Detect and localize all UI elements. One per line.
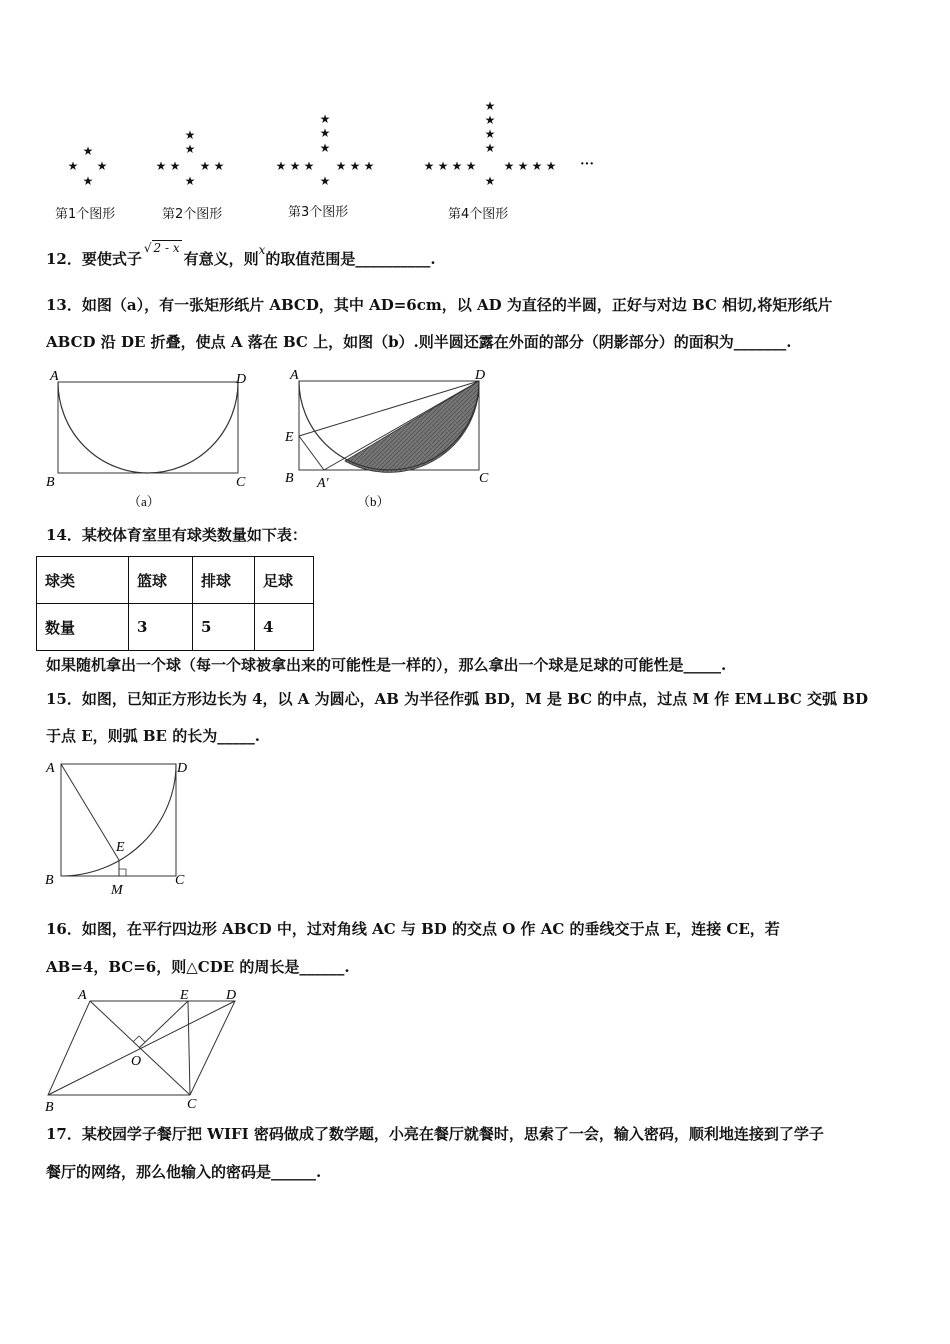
star: ★ [335, 159, 347, 173]
ball-count-table [36, 556, 314, 651]
table-cell: 数量 [37, 604, 129, 651]
star: ★ [484, 99, 496, 113]
star: ★ [503, 159, 515, 173]
figure-15 [40, 755, 200, 897]
star: ★ [531, 159, 543, 173]
star: ★ [184, 174, 196, 188]
diagonal-bd [48, 1001, 235, 1095]
star: ★ [289, 159, 301, 173]
shaded-region [345, 381, 479, 472]
semicircle [58, 382, 238, 473]
star: ★ [96, 159, 108, 173]
radicand: 2 - x [153, 241, 180, 255]
right-angle-mark [119, 869, 126, 876]
star: ★ [363, 159, 375, 173]
star: ★ [82, 144, 94, 158]
star: ★ [199, 159, 211, 173]
star: ★ [155, 159, 167, 173]
question-13-line2: ABCD 沿 DE 折叠，使点 A 落在 BC 上，如图（b）.则半圆还露在外面的部分（阴影部分）的面积为_______. [46, 333, 792, 351]
figure-caption: 第4个图形 [448, 207, 509, 222]
question-15-line1: 15．如图，已知正方形边长为 4，以 A 为圆心，AB 为半径作弧 BD，M 是 BC 的中点，过点 M 作 EM⊥BC 交弧 BD [46, 690, 868, 708]
q12-prefix: 12．要使式子 [46, 250, 142, 268]
question-15-line2: 于点 E，则弧 BE 的长为_____. [46, 727, 260, 745]
question-17-line2: 餐厅的网络，那么他输入的密码是______. [46, 1163, 322, 1181]
table-cell: 5 [193, 604, 255, 651]
label-A: A [46, 761, 55, 776]
question-12 [46, 241, 436, 270]
question-14-intro: 14．某校体育室里有球类数量如下表： [46, 526, 307, 544]
star: ★ [484, 113, 496, 127]
star: ★ [319, 141, 331, 155]
label-M: M [111, 883, 123, 897]
table-row [37, 604, 314, 651]
star: ★ [465, 159, 477, 173]
star: ★ [82, 174, 94, 188]
segment-ce [188, 1001, 190, 1095]
perpendicular-oe [139, 1001, 188, 1048]
question-17-line1: 17．某校园学子餐厅把 WIFI 密码做成了数学题，小亮在餐厅就餐时，思索了一会，输入密码，顺利地连接到了学子 [46, 1125, 824, 1143]
segment-ae [61, 764, 119, 860]
star: ★ [275, 159, 287, 173]
star: ★ [484, 127, 496, 141]
caption-b: （b） [357, 494, 390, 509]
star: ★ [319, 112, 331, 126]
table-row [37, 557, 314, 604]
label-D: D [177, 761, 188, 776]
label-A-prime: A′ [317, 476, 329, 491]
ellipsis: ··· [580, 157, 595, 172]
label-E: E [285, 430, 294, 445]
star: ★ [213, 159, 225, 173]
star: ★ [319, 126, 331, 140]
star: ★ [517, 159, 529, 173]
label-D: D [236, 372, 247, 387]
question-13-line1: 13．如图（a），有一张矩形纸片 ABCD，其中 AD=6cm，以 AD 为直径的半圆，正好与对边 BC 相切,将矩形纸片 [46, 296, 833, 314]
label-E: E [116, 840, 125, 855]
question-16-line2: AB=4，BC=6，则△CDE 的周长是______. [46, 958, 350, 976]
variable-x: x [258, 243, 266, 257]
label-C: C [236, 475, 246, 490]
radical-expression: √ 2 - x [143, 241, 180, 255]
table-cell: 排球 [193, 557, 255, 604]
star: ★ [319, 174, 331, 188]
label-C: C [479, 471, 489, 486]
star: ★ [484, 174, 496, 188]
star: ★ [184, 142, 196, 156]
caption-a: （a） [128, 494, 160, 509]
figure-13a [40, 364, 260, 512]
label-D: D [475, 368, 486, 383]
star: ★ [484, 141, 496, 155]
table-cell: 篮球 [129, 557, 193, 604]
star: ★ [437, 159, 449, 173]
q12-suffix: 的取值范围是__________. [265, 250, 436, 268]
star: ★ [349, 159, 361, 173]
star: ★ [67, 159, 79, 173]
label-B: B [45, 873, 54, 888]
label-B: B [45, 1100, 54, 1115]
figure-13b [282, 364, 502, 512]
label-E: E [180, 988, 189, 1003]
star: ★ [184, 128, 196, 142]
diagonal-ac [90, 1001, 190, 1095]
star: ★ [169, 159, 181, 173]
label-B: B [46, 475, 55, 490]
figure-caption: 第3个图形 [288, 205, 349, 220]
label-A: A [78, 988, 87, 1003]
segment-ea-prime [299, 436, 324, 470]
label-C: C [175, 873, 185, 888]
rectangle-abcd [58, 382, 238, 473]
table-cell: 3 [129, 604, 193, 651]
star-pattern-figure [50, 95, 620, 195]
figure-caption: 第1个图形 [55, 207, 116, 222]
star: ★ [423, 159, 435, 173]
table-cell: 足球 [255, 557, 314, 604]
figure-caption: 第2个图形 [162, 207, 223, 222]
table-cell: 4 [255, 604, 314, 651]
star: ★ [303, 159, 315, 173]
right-angle-mark [133, 1036, 145, 1042]
figure-16 [40, 985, 240, 1115]
question-16-line1: 16．如图，在平行四边形 ABCD 中，过对角线 AC 与 BD 的交点 O 作 AC 的垂线交于点 E，连接 CE，若 [46, 920, 780, 938]
question-14-text: 如果随机拿出一个球（每一个球被拿出来的可能性是一样的），那么拿出一个球是足球的可能性是_____. [46, 656, 727, 674]
label-D: D [226, 988, 237, 1003]
label-C: C [187, 1097, 197, 1112]
label-B: B [285, 471, 294, 486]
star: ★ [545, 159, 557, 173]
star: ★ [451, 159, 463, 173]
q12-middle: 有意义，则 [183, 250, 259, 268]
label-O: O [131, 1054, 142, 1069]
table-cell: 球类 [37, 557, 129, 604]
label-A: A [290, 368, 299, 383]
label-A: A [50, 369, 59, 384]
